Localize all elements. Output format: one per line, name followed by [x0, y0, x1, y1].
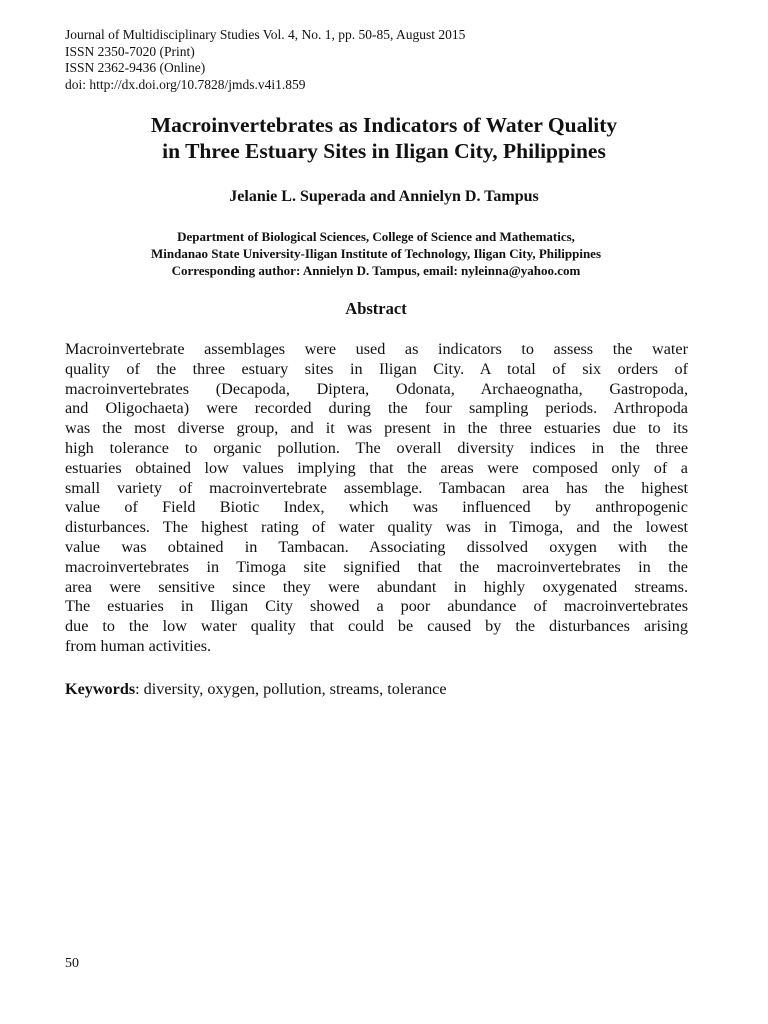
abstract-line: area were sensitive since they were abundant in highly oxygenated streams. [65, 577, 688, 596]
abstract-line: The estuaries in Iligan City showed a poor abundance of macroinvertebrates [65, 597, 688, 616]
page-number: 50 [65, 956, 79, 971]
abstract-line: value was obtained in Tambacan. Associating dissolved oxygen with the [65, 537, 688, 556]
abstract-line: macroinvertebrates (Decapoda, Diptera, Odonata, Archaeognatha, Gastropoda, [65, 379, 688, 398]
journal-citation: Journal of Multidisciplinary Studies Vol. 4, No. 1, pp. 50-85, August 2015 [65, 27, 466, 42]
abstract-line: Macroinvertebrate assemblages were used as indicators to assess the water [65, 340, 688, 358]
authors: Jelanie L. Superada and Annielyn D. Tampus [229, 188, 539, 205]
abstract-line: from human activities. [65, 636, 212, 655]
corresponding-author: Corresponding author: Annielyn D. Tampus, email: nyleinna@yahoo.com [171, 263, 581, 278]
paper-title [0, 112, 768, 164]
issn-online: ISSN 2362-9436 (Online) [65, 60, 206, 76]
abstract-line: was the most diverse group, and it was present in the three estuaries due to its [65, 419, 688, 438]
abstract-heading: Abstract [345, 299, 407, 318]
abstract-line: disturbances. The highest rating of water quality was in Timoga, and the lowest [65, 518, 688, 537]
abstract-line: macroinvertebrates in Timoga site signified that the macroinvertebrates in the [65, 557, 688, 576]
affiliation-line-2: Mindanao State University-Iligan Institute of Technology, Iligan City, Philippines [150, 246, 602, 261]
journal-header [65, 27, 465, 93]
abstract-line: due to the low water quality that could be caused by the disturbances arising [65, 617, 688, 636]
abstract-line: and Oligochaeta) were recorded during the four sampling periods. Arthropoda [65, 399, 688, 418]
abstract-line: estuaries obtained low values implying that the areas were composed only of a [65, 458, 688, 477]
keywords-label: Keywords [65, 680, 136, 698]
abstract-line: value of Field Biotic Index, which was influenced by anthropogenic [65, 498, 688, 517]
abstract-line: quality of the three estuary sites in Iligan City. A total of six orders of [65, 359, 688, 378]
keywords-list: : diversity, oxygen, pollution, streams, tolerance [135, 680, 447, 698]
issn-print: ISSN 2350-7020 (Print) [65, 43, 195, 59]
keywords [65, 679, 447, 699]
affiliation [0, 228, 752, 279]
abstract-body [65, 340, 688, 657]
title-line-2: in Three Estuary Sites in Iligan City, Philippines [162, 139, 606, 163]
doi-link[interactable]: doi: http://dx.doi.org/10.7828/jmds.v4i1.859 [65, 76, 306, 92]
abstract-line: small variety of macroinvertebrate assemblage. Tambacan area has the highest [65, 478, 688, 497]
abstract-line: high tolerance to organic pollution. The overall diversity indices in the three [65, 438, 688, 457]
title-line-1: Macroinvertebrates as Indicators of Water Quality [150, 113, 618, 137]
affiliation-line-1: Department of Biological Sciences, College of Science and Mathematics, [177, 229, 575, 244]
